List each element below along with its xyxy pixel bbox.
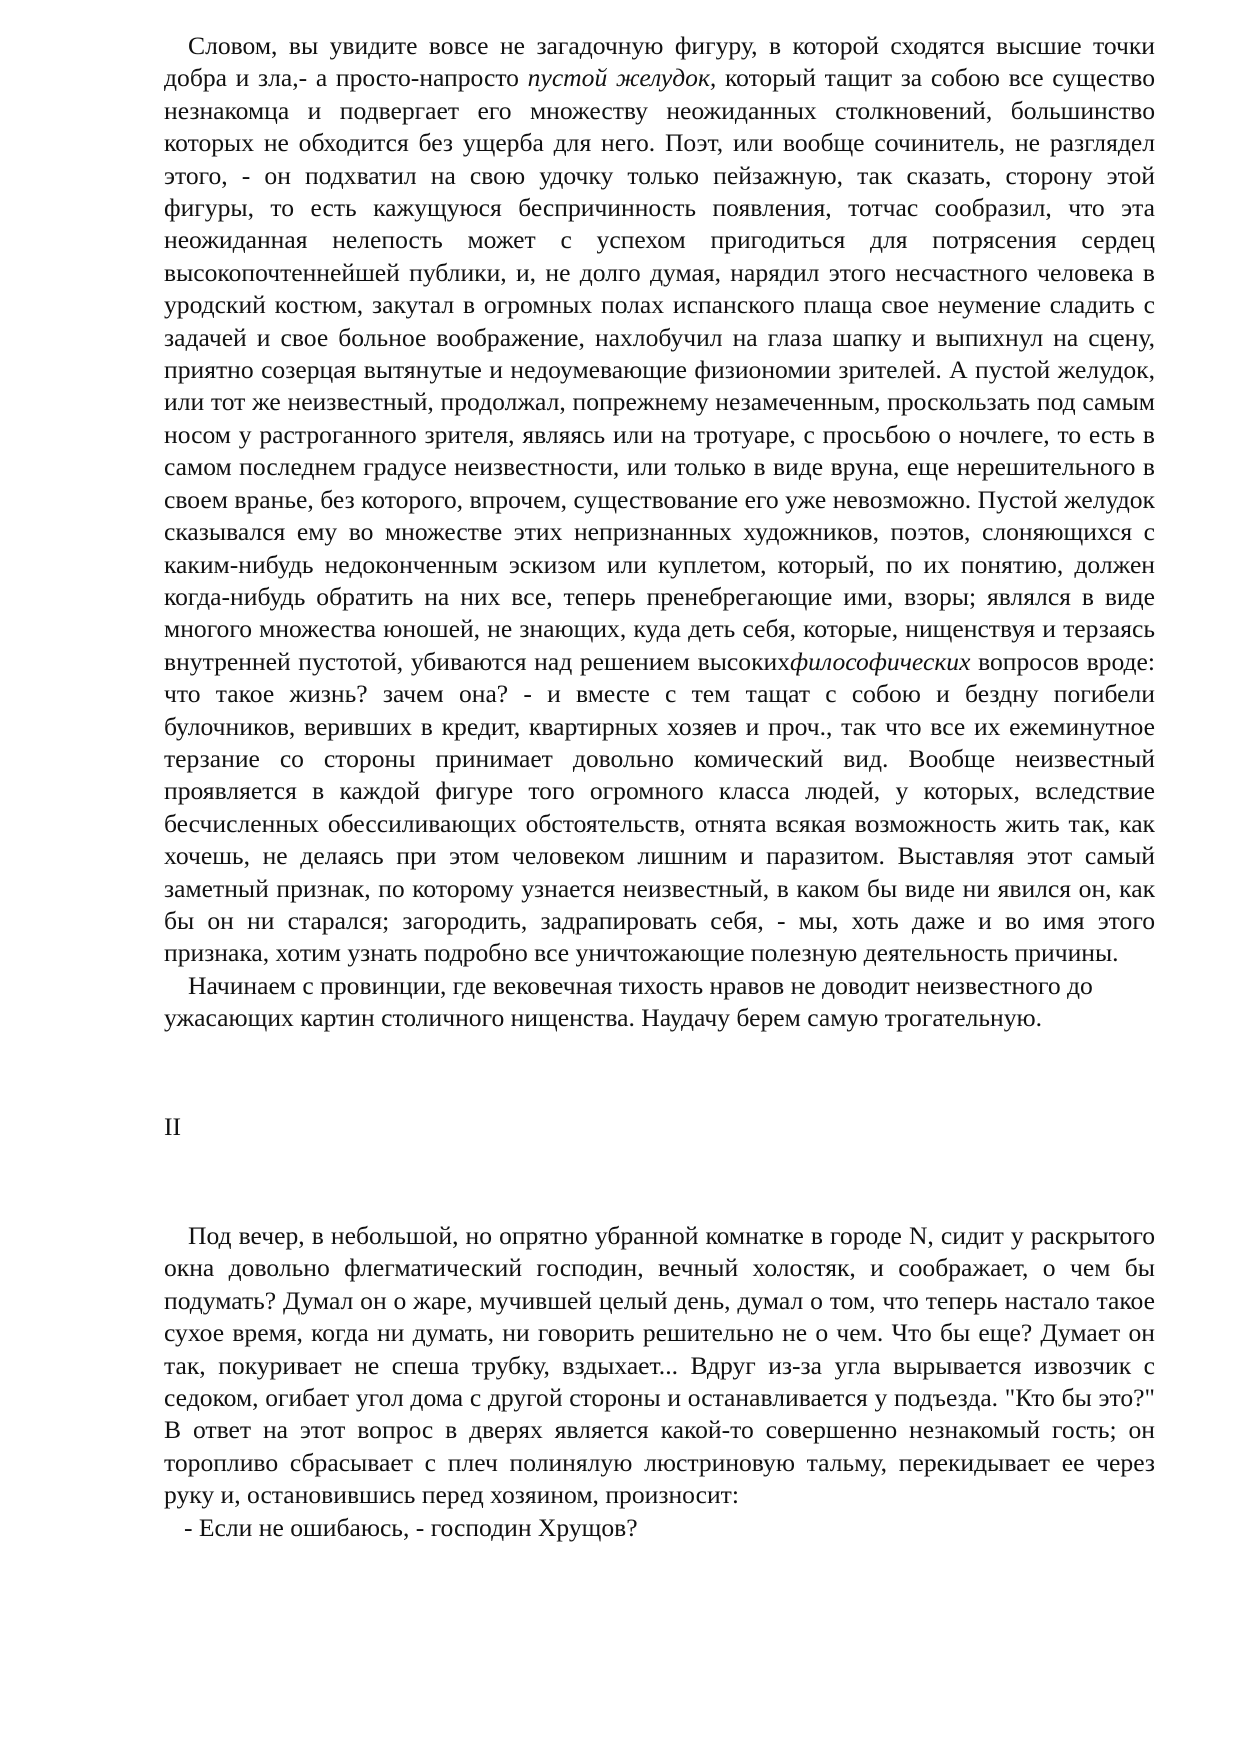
paragraph-1-text-c: вопросов вроде: что такое жизнь? зачем она? - и вместе с тем тащат с собою и бездну погибели булочников, веривших в кредит, квартирных хозяев и проч., так что все их ежеминутное терзание со стороны принимает довольно комический вид. Вообще неизвестный проявляется в каждой фигуре того огромного класса людей, у которых, вследствие бесчисленных обессиливающих обстоятельств, отнята всякая возможность жить так, как хочешь, не делаясь при этом человеком лишним и паразитом. Выставляя этот самый заметный признак, по которому узнается неизвестный, в каком бы виде ни явился он, как бы он ни старался; загородить, задрапировать себя, - мы, хоть даже и во имя этого признака, хотим узнать подробно все уничтожающие полезную деятельность причины. [164,646,1156,968]
spacer [164,1143,1155,1220]
paragraph-1-text-a: Словом, вы увидите вовсе не загадочную фигуру, в которой сходятся высшие точки добра и зла,- а просто-напросто [164,31,1155,93]
paragraph-1-italic-word: философических [790,646,971,676]
spacer [164,1035,1155,1111]
paragraph-1 [164,30,1155,970]
section-heading: II [164,1111,182,1141]
paragraph-1-italic-phrase: пустой желудок, [527,63,717,93]
paragraph-3: Под вечер, в небольшой, но опрятно убранной комнатке в городе N, сидит у раскрытого окна довольно флегматический господин, вечный холостяк, и соображает, о чем бы подумать? Думал он о жаре, мучившей целый день, думал о том, что теперь настало такое сухое время, когда ни думать, ни говорить решительно не о чем. Что бы еще? Думает он так, покуривает не спеша трубку, вздыхает... Вдруг из-за угла вырывается извозчик с седоком, огибает угол дома с другой стороны и останавливается у подъезда. "Кто бы это?" В ответ на этот вопрос в дверях является какой-то совершенно незнакомый гость; он торопливо сбрасывает с плеч полинялую люстриновую тальму, перекидывает ее через руку и, остановившись перед хозяином, произносит: [164,1221,1155,1510]
document-page [164,30,1155,1544]
paragraph-1-text-b: который тащит за собою все существо незнакомца и подвергает его множеству неожиданных столкновений, большинство которых не обходится без ущерба для него. Поэт, или вообще сочинитель, не разглядел этого, - он подхватил на свою удочку только пейзажную, так сказать, сторону этой фигуры, то есть кажущуюся беспричинность появления, тотчас сообразил, что эта неожиданная нелепость может с успехом пригодиться для потрясения сердец высокопочтеннейшей публики, и, не долго думая, нарядил этого несчастного человека в уродский костюм, закутал в огромных полах испанского плаща свое неумение сладить с задачей и свое больное воображение, нахлобучил на глаза шапку и выпихнул на сцену, приятно созерцая вытянутые и недоумевающие физиономии зрителей. А пустой желудок, или тот же неизвестный, продолжал, попрежнему незамеченным, проскользать под самым носом у растроганного зрителя, являясь или на тротуаре, с просьбою о ночлеге, то есть в самом последнем градусе неизвестности, или только в виде вруна, еще нерешительного в своем вранье, без которого, впрочем, существование его уже невозможно. Пустой желудок сказывался ему во множестве этих непризнанных художников, поэтов, слоняющихся с каким-нибудь недоконченным эскизом или куплетом, который, по их понятию, должен когда-нибудь обратить на них все, теперь пренебрегающие ими, взоры; являлся в виде многого множества юношей, не знающих, куда деть себя, которые, нищенствуя и терзаясь внутренней пустотой, убиваются над решением высоких [164,63,1155,676]
paragraph-2: Начинаем с провинции, где вековечная тихость нравов не доводит неизвестного до ужасающих картин столичного нищенства. Наудачу берем самую трогательную. [164,970,1093,1033]
dialogue-line: - Если не ошибаюсь, - господин Хрущов? [184,1512,638,1542]
